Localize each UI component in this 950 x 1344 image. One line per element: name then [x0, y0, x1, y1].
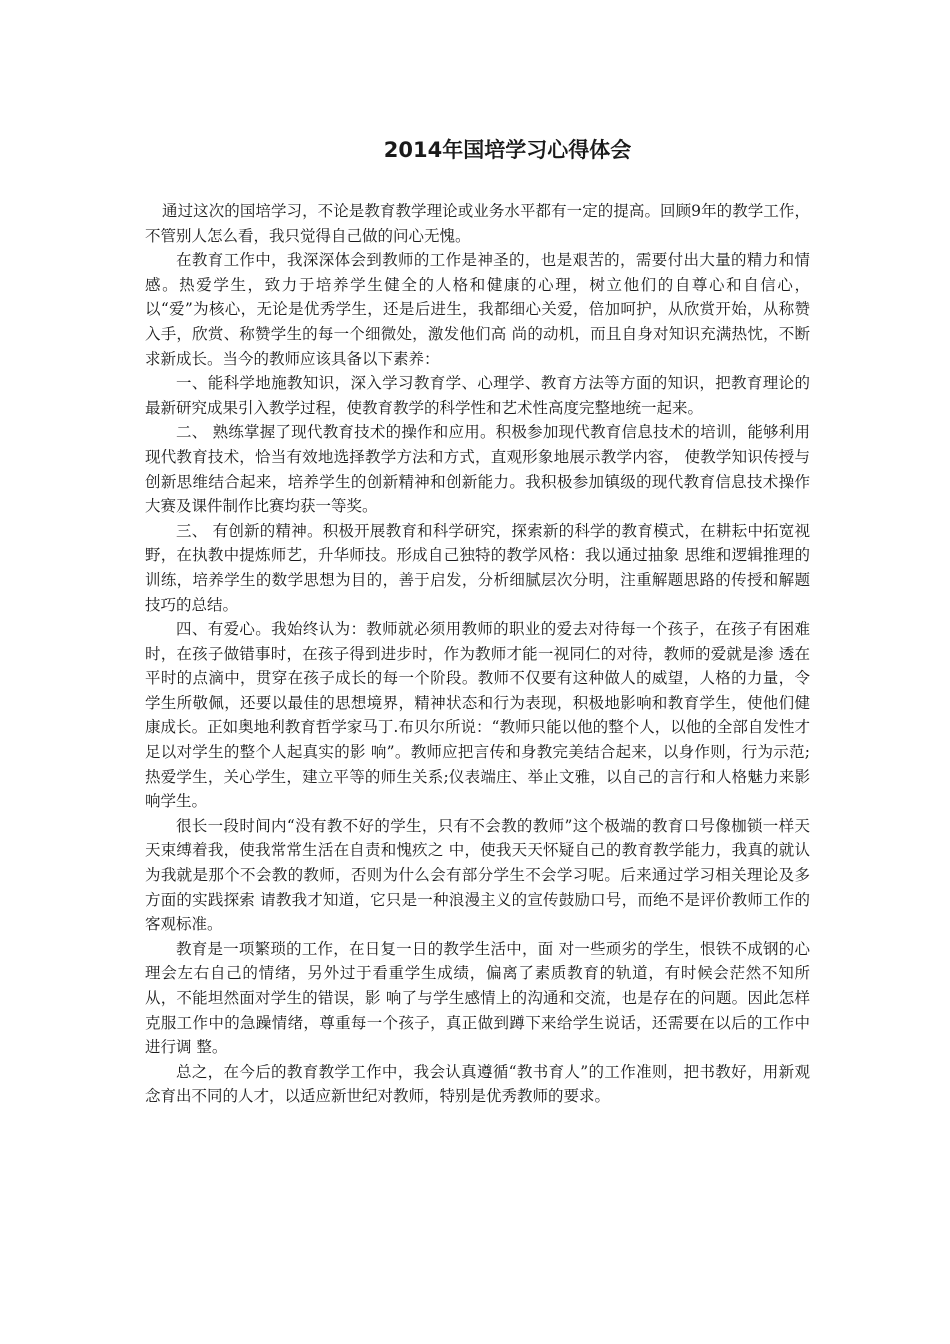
paragraph-intro: 通过这次的国培学习，不论是教育教学理论或业务水平都有一定的提高。回顾9年的教学工作，不管别人怎么看，我只觉得自己做的问心无愧。: [145, 202, 810, 245]
paragraph-teaching-work: 在教育工作中，我深深体会到教师的工作是神圣的，也是艰苦的，需要付出大量的精力和情感。热爱学生，致力于培养学生健全的人格和健康的心理，树立他们的自尊心和自信心，以“爱”为核心，无论是优秀学生，还是后进生，我都细心关爱，倍加呵护，从欣赏开始，从称赞入手，欣赏、称赞学生的每一个细微处，激发他们高 尚的动机，而且自身对知识充满热忱，不断求新成长。当今的教师应该具备以下素养：: [145, 251, 810, 368]
paragraph-point-two: 二、 熟练掌握了现代教育技术的操作和应用。积极参加现代教育信息技术的培训，能够利用现代教育技术，恰当有效地选择教学方法和方式，直观形象地展示教学内容， 使教学知识传授与创新思维结合起来，培养学生的创新精神和创新能力。我积极参加镇级的现代教育信息技术操作大赛及课件制作比赛均获一等奖。: [145, 423, 810, 516]
paragraph-conclusion: 总之，在今后的教育教学工作中，我会认真遵循“教书育人”的工作准则，把书教好，用新观念育出不同的人才，以适应新世纪对教师，特别是优秀教师的要求。: [145, 1062, 810, 1106]
document-body: [145, 199, 810, 1109]
paragraph-point-three: 三、 有创新的精神。积极开展教育和科学研究，探索新的科学的教育模式，在耕耘中拓宽视野，在执教中提炼师艺，升华师技。形成自己独特的教学风格：我以通过抽象 思维和逻辑推理的训练，培养学生的数学思想为目的，善于启发，分析细腻层次分明，注重解题思路的传授和解题技巧的总结。: [145, 521, 810, 614]
paragraph-point-one: 一、能科学地施教知识，深入学习教育学、心理学、教育方法等方面的知识，把教育理论的最新研究成果引入教学过程，使教育教学的科学性和艺术性高度完整地统一起来。: [145, 374, 810, 417]
paragraph-slogan-reflection: 很长一段时间内“没有教不好的学生，只有不会教的教师”这个极端的教育口号像枷锁一样天天束缚着我，使我常常生活在自责和愧疚之 中，使我天天怀疑自己的教育教学能力，我真的就认为我就是那个不会教的教师，否则为什么会有部分学生不会学习呢。后来通过学习相关理论及多方面的实践探索 请教我才知道，它只是一种浪漫主义的宣传鼓励口号，而绝不是评价教师工作的客观标准。: [145, 816, 810, 934]
paragraph-problems: 教育是一项繁琐的工作，在日复一日的教学生活中，面 对一些顽劣的学生，恨铁不成钢的心理会左右自己的情绪，另外过于看重学生成绩，偏离了素质教育的轨道，有时候会茫然不知所从，不能坦然面对学生的错误，影 响了与学生感情上的沟通和交流，也是存在的问题。因此怎样克服工作中的急躁情绪，尊重每一个孩子，真正做到蹲下来给学生说话，还需要在以后的工作中进行调 整。: [145, 939, 810, 1057]
paragraph-point-four: 四、有爱心。我始终认为：教师就必须用教师的职业的爱去对待每一个孩子，在孩子有困难时，在孩子做错事时，在孩子得到进步时，作为教师才能一视同仁的对待，教师的爱就是渗 透在平时的点滴中，贯穿在孩子成长的每一个阶段。教师不仅要有这种做人的威望，人格的力量，令学生所敬佩，还要以最佳的思想境界，精神状态和行为表现，积极地影响和教育学生，使他们健康成长。正如奥地利教育哲学家马丁.布贝尔所说：“教师只能以他的整个人，以他的全部自发性才足以对学生的整个人起真实的影 响”。教师应把言传和身教完美结合起来，以身作则，行为示范;热爱学生，关心学生，建立平等的师生关系;仪表端庄、举止文雅，以自己的言行和人格魅力来影响学生。: [145, 620, 810, 811]
document-title: 2014年国培学习心得体会: [383, 138, 632, 162]
